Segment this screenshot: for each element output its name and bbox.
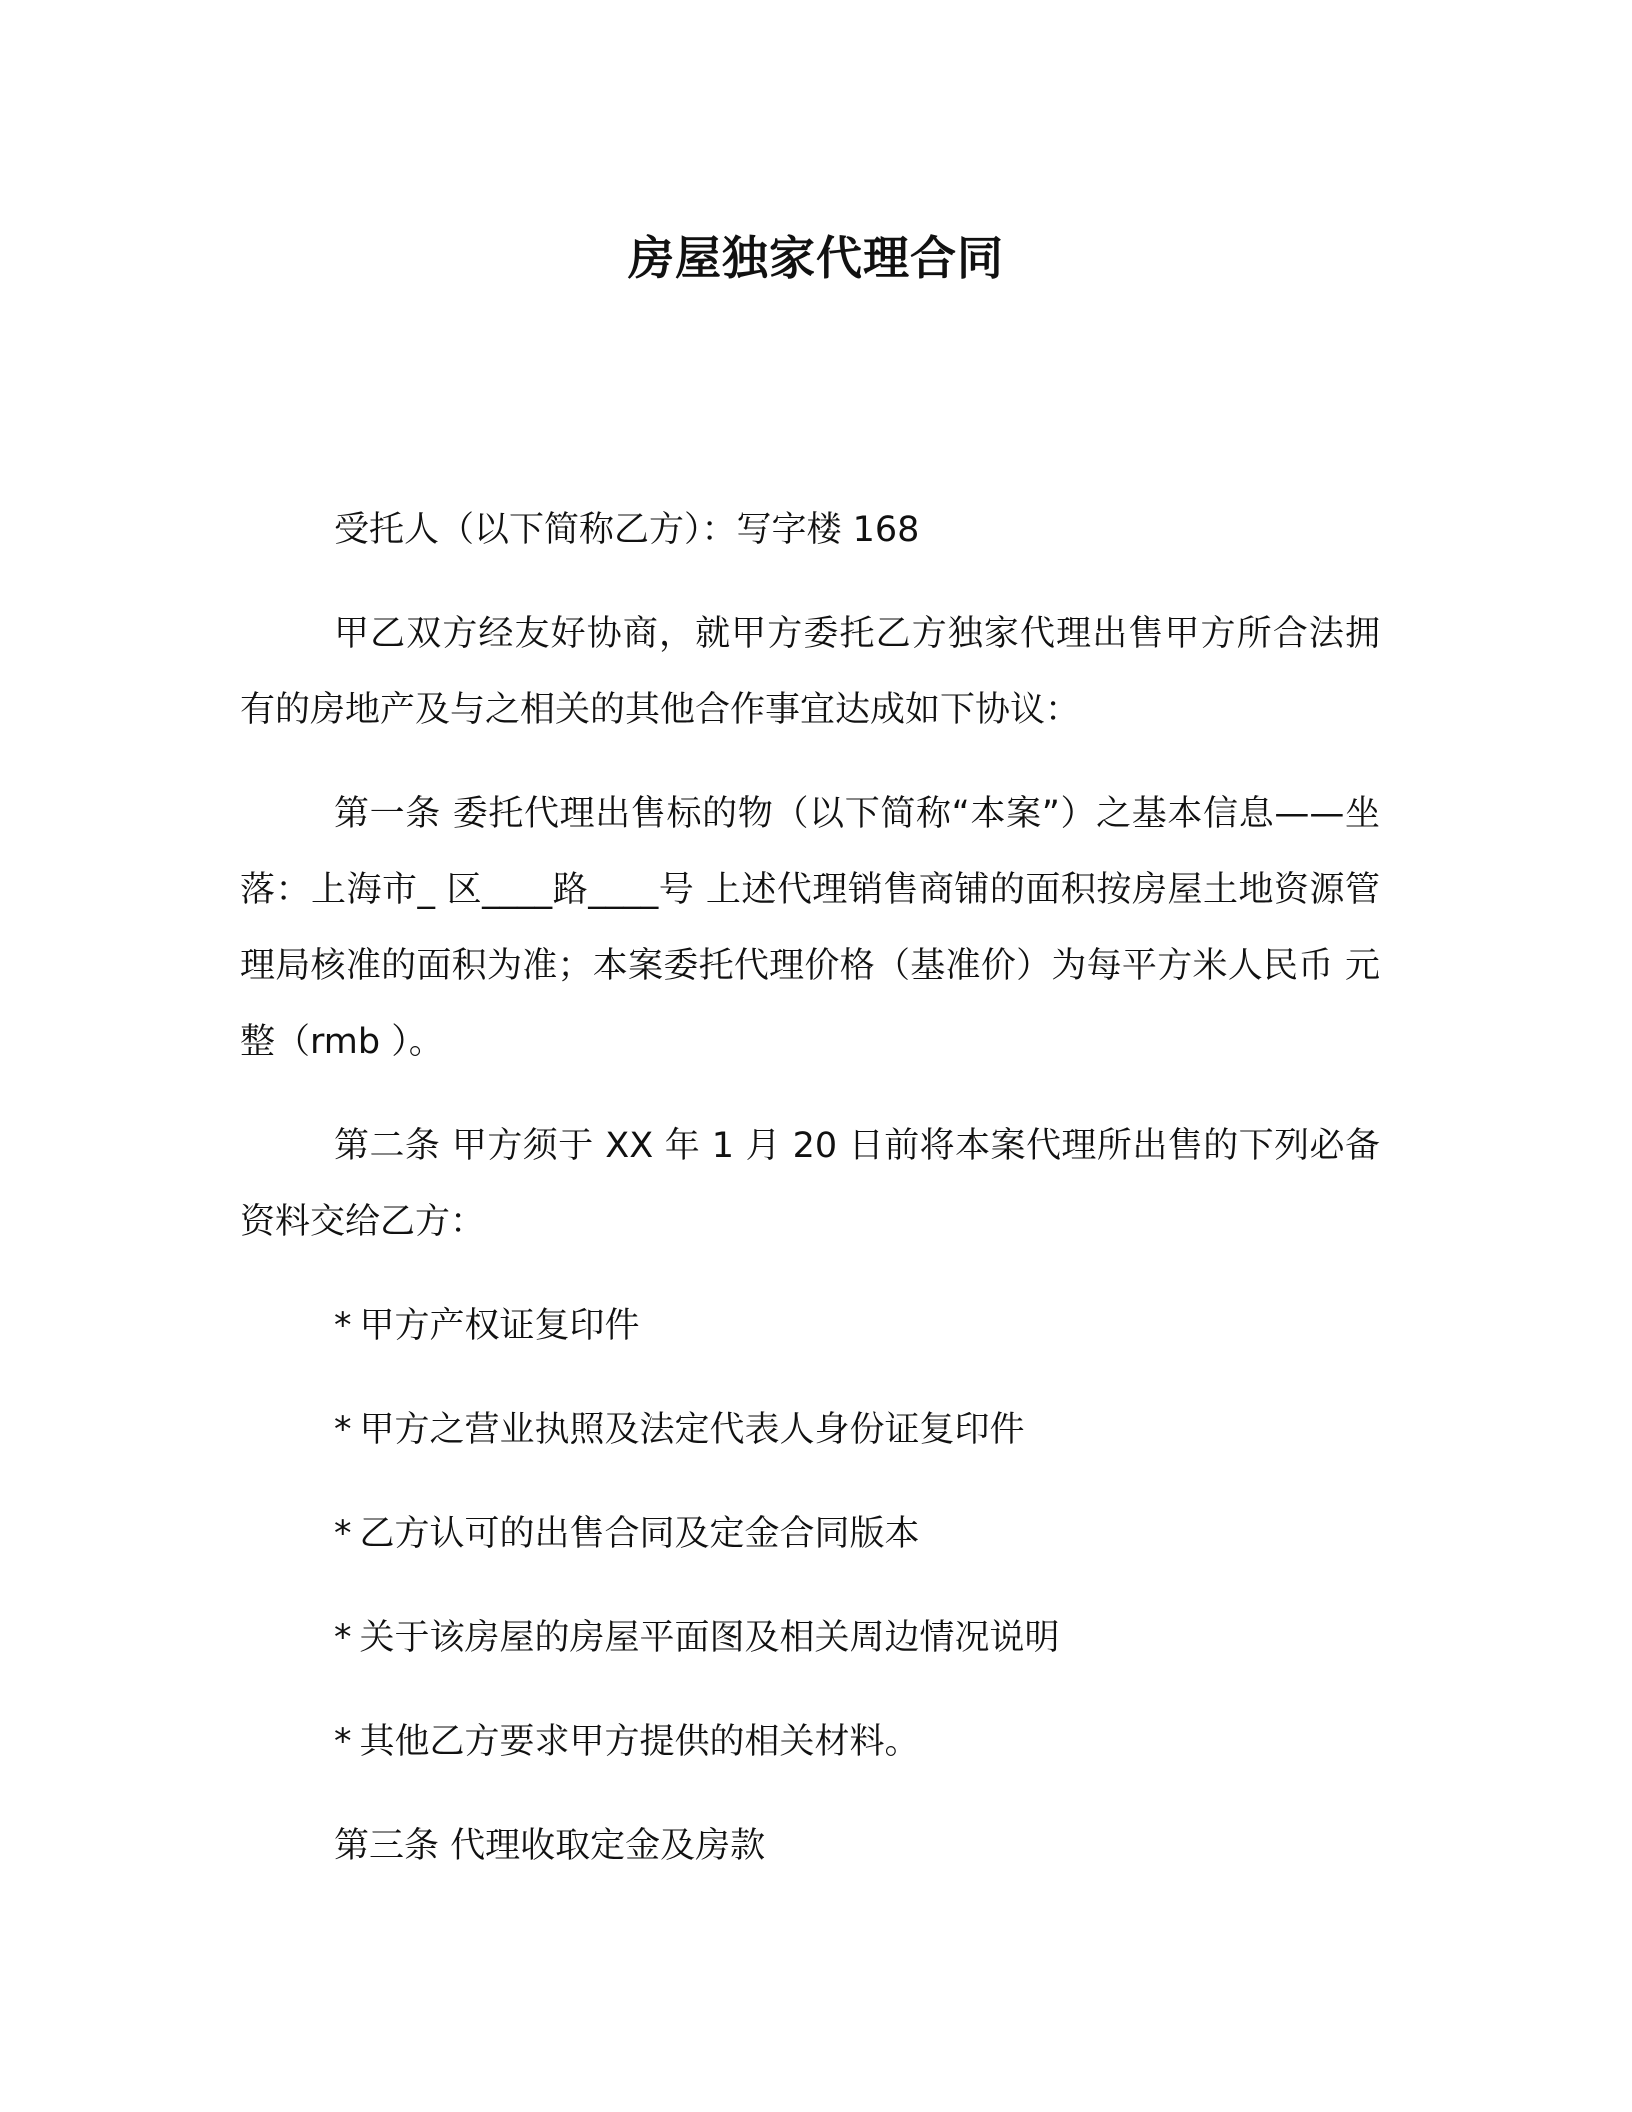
article-3: 第三条 代理收取定金及房款 (334, 1826, 766, 1866)
intro-paragraph: 甲乙双方经友好协商，就甲方委托乙方独家代理出售甲方所合法拥有的房地产及与之相关的其他合作事宜达成如下协议： (240, 614, 1380, 730)
list-item (240, 1600, 1380, 1676)
list-item-text: 甲方之营业执照及法定代表人身份证复印件 (359, 1410, 1025, 1450)
bullet-symbol: * (334, 1722, 352, 1762)
list-item (240, 1288, 1380, 1364)
list-item-text: 甲方产权证复印件 (359, 1306, 640, 1346)
list-item-text: 乙方认可的出售合同及定金合同版本 (359, 1514, 920, 1554)
required-documents-list (240, 1288, 1380, 1780)
list-item (240, 1704, 1380, 1780)
list-item (240, 1496, 1380, 1572)
document-title: 房屋独家代理合同 (628, 231, 1004, 285)
bullet-symbol: * (334, 1618, 352, 1658)
article-2: 第二条 甲方须于 XX 年 1 月 20 日前将本案代理所出售的下列必备资料交给乙方： (240, 1126, 1380, 1242)
list-item-text: 关于该房屋的房屋平面图及相关周边情况说明 (359, 1618, 1060, 1658)
bullet-symbol: * (334, 1306, 352, 1346)
list-item-text: 其他乙方要求甲方提供的相关材料。 (359, 1722, 920, 1762)
list-item (240, 1392, 1380, 1468)
bullet-symbol: * (334, 1410, 352, 1450)
article-1: 第一条 委托代理出售标的物（以下简称“本案”）之基本信息——坐落：上海市_ 区____路____号 上述代理销售商铺的面积按房屋土地资源管理局核准的面积为准；本案委托代理价格（基准价）为每平方米人民币 元整（rmb ）。 (240, 794, 1380, 1062)
trustee-line: 受托人（以下简称乙方）：写字楼 168 (334, 510, 920, 550)
document-body (240, 492, 1380, 1912)
bullet-symbol: * (334, 1514, 352, 1554)
